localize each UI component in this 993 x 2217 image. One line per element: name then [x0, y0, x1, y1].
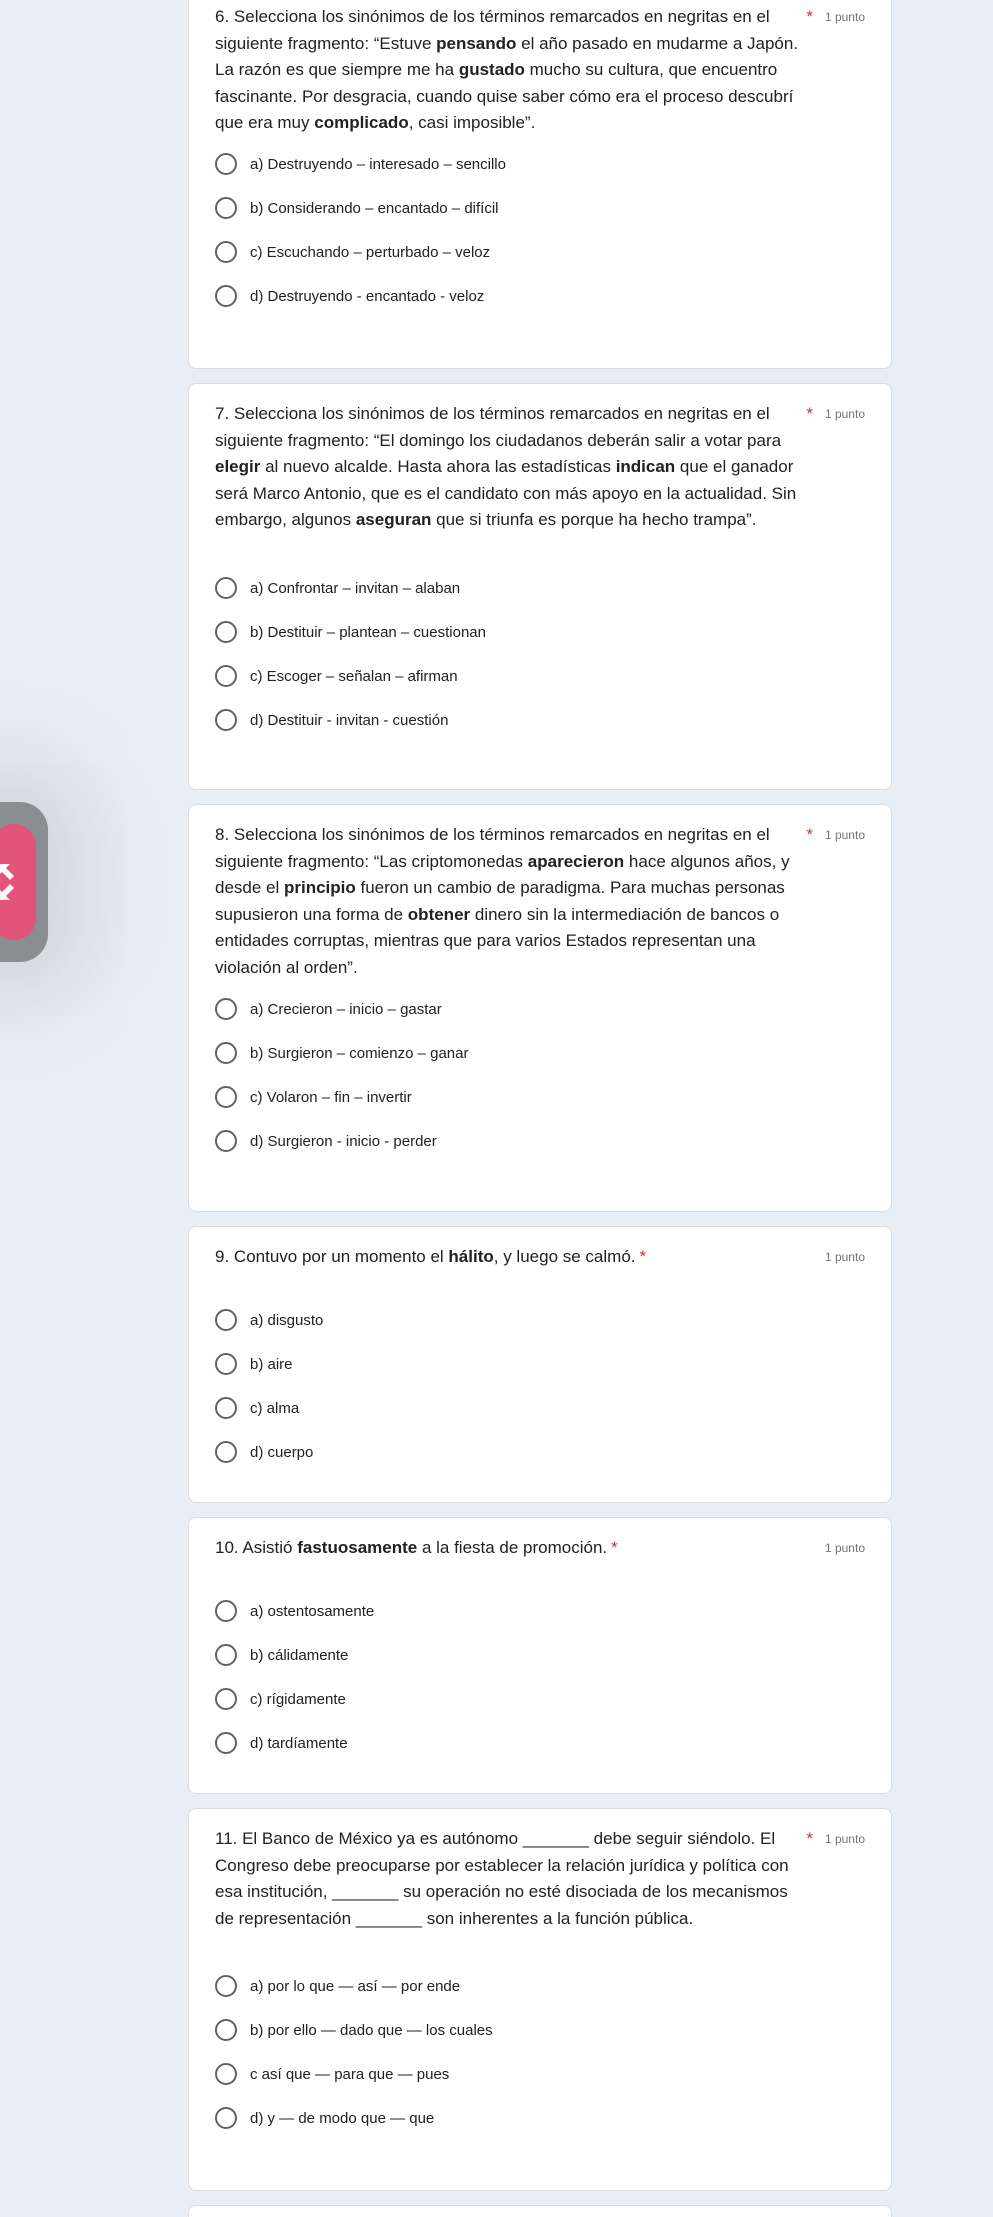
question-card-11	[188, 1808, 892, 2191]
radio-option[interactable]	[215, 1119, 468, 1163]
option-label: b) Considerando – encantado – difícil	[250, 199, 499, 217]
points-label: 1 punto	[824, 1250, 865, 1264]
radio-button[interactable]	[215, 1309, 237, 1331]
radio-button[interactable]	[215, 1600, 237, 1622]
question-card-6	[188, 0, 892, 369]
radio-option[interactable]	[215, 230, 506, 274]
question-number: 8.	[215, 825, 230, 844]
radio-button[interactable]	[215, 197, 237, 219]
radio-button[interactable]	[215, 153, 237, 175]
question-text: Selecciona los sinónimos de los términos remarcados en negritas en el siguiente fragmento: “Las criptomonedas	[215, 825, 770, 871]
radio-option[interactable]	[215, 186, 506, 230]
radio-option[interactable]	[215, 1386, 323, 1430]
radio-button[interactable]	[215, 2107, 237, 2129]
options-group	[215, 987, 468, 1163]
bold-term: aparecieron	[527, 851, 625, 871]
radio-button[interactable]	[215, 285, 237, 307]
options-group	[215, 1589, 374, 1765]
expand-button-accent	[0, 824, 36, 940]
radio-button[interactable]	[215, 2063, 237, 2085]
bold-term: elegir	[215, 457, 261, 476]
question-header	[215, 401, 865, 534]
question-number: 10.	[215, 1538, 239, 1557]
question-card-9	[188, 1226, 892, 1503]
question-text: Asistió	[238, 1538, 298, 1557]
radio-button[interactable]	[215, 621, 237, 643]
question-title	[215, 822, 799, 981]
option-label: a) ostentosamente	[250, 1602, 375, 1620]
option-label: d) y — de modo que — que	[250, 2109, 435, 2127]
radio-option[interactable]	[215, 698, 486, 742]
question-number: 6.	[215, 7, 230, 26]
radio-option[interactable]	[215, 654, 486, 698]
option-label: a) Confrontar – invitan – alaban	[250, 579, 461, 597]
radio-option[interactable]	[215, 1430, 323, 1474]
bold-term: hálito	[448, 1247, 494, 1266]
options-group	[215, 142, 506, 318]
required-asterisk: *	[806, 1829, 813, 1848]
question-title	[215, 1244, 799, 1271]
question-title	[215, 401, 799, 534]
option-label: c) Escuchando – perturbado – veloz	[250, 243, 491, 261]
bold-term: complicado	[314, 113, 409, 132]
question-text: El Banco de México ya es autónomo _______ debe seguir siéndolo. El Congreso debe preocuparse por establecer la relación jurídica y política con esa institución, _______ su operación no esté disociada de los mecanismos de representación _______ son inherentes a la función pública.	[215, 1829, 789, 1928]
option-label: c así que — para que — pues	[250, 2065, 450, 2083]
question-header	[215, 1244, 865, 1271]
radio-button[interactable]	[215, 998, 237, 1020]
question-title	[215, 4, 799, 137]
radio-option[interactable]	[215, 1298, 323, 1342]
options-group	[215, 1298, 323, 1474]
bold-term: pensando	[436, 33, 517, 53]
question-card-7	[188, 383, 892, 790]
radio-button[interactable]	[215, 577, 237, 599]
question-number: 9.	[215, 1247, 230, 1266]
radio-button[interactable]	[215, 1130, 237, 1152]
question-text: hace algunos años, y desde el	[215, 851, 790, 897]
question-text: Selecciona los sinónimos de los términos remarcados en negritas en el siguiente fragmento: “El domingo los ciudadanos deberán salir a votar para	[215, 404, 782, 450]
radio-option[interactable]	[215, 1964, 493, 2008]
radio-option[interactable]	[215, 2008, 493, 2052]
radio-option[interactable]	[215, 2096, 493, 2140]
radio-button[interactable]	[215, 1441, 237, 1463]
options-group	[215, 1964, 493, 2140]
bold-term: indican	[615, 457, 676, 476]
question-text: , y luego se calmó.	[493, 1247, 636, 1266]
floating-expand-button[interactable]	[0, 802, 48, 962]
option-label: d) Surgieron - inicio - perder	[250, 1132, 437, 1150]
question-header	[215, 1826, 865, 1932]
option-label: c) rígidamente	[250, 1690, 346, 1708]
expand-arrows-icon	[0, 858, 32, 906]
bold-term: obtener	[407, 904, 471, 924]
option-label: a) por lo que — así — por ende	[250, 1977, 461, 1995]
question-card-next	[188, 2205, 892, 2217]
points-label: 1 punto	[824, 1541, 865, 1555]
radio-option[interactable]	[215, 1589, 374, 1633]
radio-option[interactable]	[215, 610, 486, 654]
option-label: d) Destruyendo - encantado - veloz	[250, 287, 485, 305]
bold-term: gustado	[458, 60, 525, 79]
question-header	[215, 822, 865, 981]
radio-option[interactable]	[215, 1031, 468, 1075]
radio-option[interactable]	[215, 1342, 323, 1386]
points-label: 1 punto	[824, 10, 865, 24]
radio-button[interactable]	[215, 241, 237, 263]
question-title	[215, 1535, 799, 1562]
option-label: c) Escoger – señalan – afirman	[250, 667, 458, 685]
option-label: a) Crecieron – inicio – gastar	[250, 1000, 442, 1018]
radio-button[interactable]	[215, 1397, 237, 1419]
question-text: el año pasado en mudarme a Japón. La razón es que siempre me ha	[215, 33, 799, 79]
radio-button[interactable]	[215, 709, 237, 731]
radio-option[interactable]	[215, 1075, 468, 1119]
radio-button[interactable]	[215, 665, 237, 687]
question-text: que si triunfa es porque ha hecho trampa”.	[431, 510, 757, 529]
question-header	[215, 1535, 865, 1562]
option-label: b) Surgieron – comienzo – ganar	[250, 1044, 469, 1062]
option-label: c) alma	[250, 1399, 300, 1417]
radio-option[interactable]	[215, 2052, 493, 2096]
radio-option[interactable]	[215, 1677, 374, 1721]
option-label: c) Volaron – fin – invertir	[250, 1088, 412, 1106]
question-text: al nuevo alcalde. Hasta ahora las estadísticas	[260, 457, 616, 476]
required-asterisk: *	[639, 1247, 647, 1266]
radio-button[interactable]	[215, 2019, 237, 2041]
points-label: 1 punto	[824, 407, 865, 421]
radio-button[interactable]	[215, 1086, 237, 1108]
required-asterisk: *	[806, 7, 813, 26]
radio-button[interactable]	[215, 1042, 237, 1064]
question-number: 11.	[215, 1829, 238, 1848]
points-label: 1 punto	[824, 1832, 865, 1846]
question-text: mucho su cultura, que encuentro fascinante. Por desgracia, cuando quise saber cómo era el proceso descubrí que era muy	[215, 60, 794, 132]
option-label: a) disgusto	[250, 1311, 324, 1329]
required-asterisk: *	[611, 1538, 618, 1557]
radio-option[interactable]	[215, 1633, 374, 1677]
question-text: Contuvo por un momento el	[229, 1247, 449, 1266]
radio-option[interactable]	[215, 566, 486, 610]
question-card-8	[188, 804, 892, 1212]
question-title	[215, 1826, 799, 1932]
question-card-10	[188, 1517, 892, 1794]
question-text: que el ganador será Marco Antonio, que es el candidato con más apoyo en la actualidad. Sin embargo, algunos	[215, 457, 797, 529]
radio-button[interactable]	[215, 1975, 237, 1997]
question-number: 7.	[215, 404, 230, 423]
radio-button[interactable]	[215, 1732, 237, 1754]
required-asterisk: *	[806, 404, 813, 423]
radio-button[interactable]	[215, 1353, 237, 1375]
option-label: d) Destituir - invitan - cuestión	[250, 711, 449, 729]
required-asterisk: *	[806, 825, 813, 844]
bold-term: fastuosamente	[297, 1538, 418, 1557]
option-label: b) por ello — dado que — los cuales	[250, 2021, 493, 2039]
points-label: 1 punto	[824, 828, 865, 842]
radio-button[interactable]	[215, 1644, 237, 1666]
question-text: , casi imposible”.	[408, 113, 536, 132]
radio-option[interactable]	[215, 987, 468, 1031]
question-text: Selecciona los sinónimos de los términos remarcados en negritas en el siguiente fragmento: “Estuve	[215, 7, 770, 53]
radio-button[interactable]	[215, 1688, 237, 1710]
option-label: b) cálidamente	[250, 1646, 349, 1664]
question-text: fueron un cambio de paradigma. Para muchas personas supusieron una forma de	[215, 878, 785, 924]
option-label: b) Destituir – plantean – cuestionan	[250, 623, 486, 641]
bold-term: aseguran	[355, 510, 432, 529]
option-label: a) Destruyendo – interesado – sencillo	[250, 155, 506, 173]
option-label: d) cuerpo	[250, 1443, 314, 1461]
radio-option[interactable]	[215, 1721, 374, 1765]
options-group	[215, 566, 486, 742]
radio-option[interactable]	[215, 142, 506, 186]
question-text: dinero sin la intermediación de bancos o entidades corruptas, mientras que para varios Estados representan una violación al orden”.	[215, 904, 780, 977]
option-label: d) tardíamente	[250, 1734, 348, 1752]
radio-option[interactable]	[215, 274, 506, 318]
option-label: b) aire	[250, 1355, 293, 1373]
question-header	[215, 4, 865, 137]
question-text: a la fiesta de promoción.	[417, 1538, 608, 1557]
bold-term: principio	[284, 878, 356, 897]
